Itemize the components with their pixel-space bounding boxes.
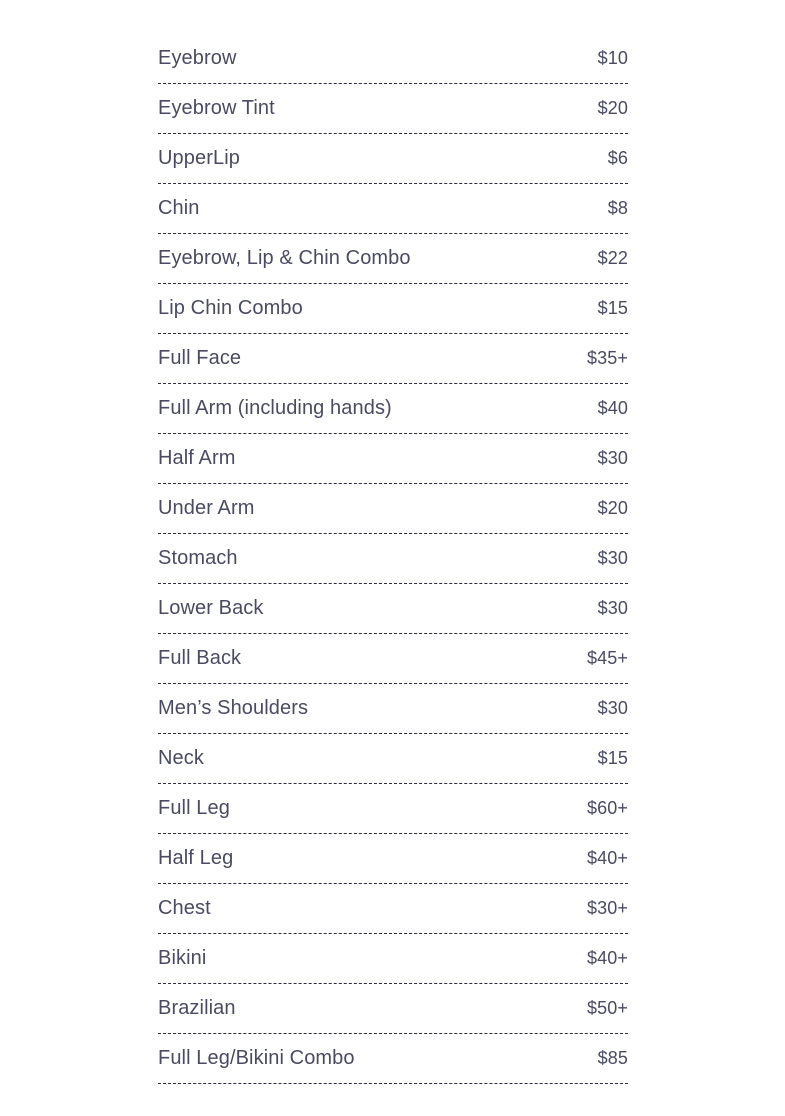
service-price: $35+: [587, 348, 628, 368]
service-name: Chin: [158, 197, 200, 219]
service-price: $40+: [587, 948, 628, 968]
service-price: $30: [597, 698, 628, 718]
list-item: [158, 684, 628, 734]
service-price: $85: [597, 1048, 628, 1068]
service-price: $15: [597, 298, 628, 318]
service-price: $30: [597, 448, 628, 468]
list-item: [158, 484, 628, 534]
service-name: Under Arm: [158, 497, 255, 519]
list-item: [158, 234, 628, 284]
list-item: [158, 34, 628, 84]
service-name: UpperLip: [158, 147, 240, 169]
service-name: Chest: [158, 897, 211, 919]
service-name: Half Arm: [158, 447, 236, 469]
service-name: Full Leg: [158, 797, 230, 819]
list-item: [158, 734, 628, 784]
list-item: [158, 984, 628, 1034]
service-name: Full Back: [158, 647, 242, 669]
list-item: [158, 134, 628, 184]
list-item: [158, 784, 628, 834]
list-item: [158, 434, 628, 484]
list-item: [158, 884, 628, 934]
list-item: [158, 184, 628, 234]
service-price: $20: [597, 498, 628, 518]
service-price: $15: [597, 748, 628, 768]
service-price: $30+: [587, 898, 628, 918]
service-price: $30: [597, 598, 628, 618]
service-name: Full Leg/Bikini Combo: [158, 1047, 355, 1069]
service-price: $50+: [587, 998, 628, 1018]
service-name: Brazilian: [158, 997, 236, 1019]
service-name: Men’s Shoulders: [158, 697, 309, 719]
price-list: [158, 34, 628, 1084]
service-name: Full Arm (including hands): [158, 397, 392, 419]
service-name: Eyebrow: [158, 47, 237, 69]
service-price: $8: [607, 198, 628, 218]
list-item: [158, 284, 628, 334]
list-item: [158, 334, 628, 384]
list-item: [158, 84, 628, 134]
service-name: Lip Chin Combo: [158, 297, 303, 319]
list-item: [158, 584, 628, 634]
service-price: $45+: [587, 648, 628, 668]
list-item: [158, 384, 628, 434]
list-item: [158, 634, 628, 684]
list-item: [158, 934, 628, 984]
service-price: $22: [597, 248, 628, 268]
service-price: $40+: [587, 848, 628, 868]
list-item: [158, 834, 628, 884]
service-name: Eyebrow Tint: [158, 97, 275, 119]
service-name: Eyebrow, Lip & Chin Combo: [158, 247, 411, 269]
service-price: $6: [607, 148, 628, 168]
service-name: Bikini: [158, 947, 207, 969]
service-price: $10: [597, 48, 628, 68]
service-name: Full Face: [158, 347, 242, 369]
service-name: Neck: [158, 747, 204, 769]
service-price: $60+: [587, 798, 628, 818]
service-price: $30: [597, 548, 628, 568]
service-name: Lower Back: [158, 597, 264, 619]
list-item: [158, 1034, 628, 1084]
service-price: $40: [597, 398, 628, 418]
service-name: Stomach: [158, 547, 238, 569]
service-price: $20: [597, 98, 628, 118]
list-item: [158, 534, 628, 584]
service-name: Half Leg: [158, 847, 234, 869]
